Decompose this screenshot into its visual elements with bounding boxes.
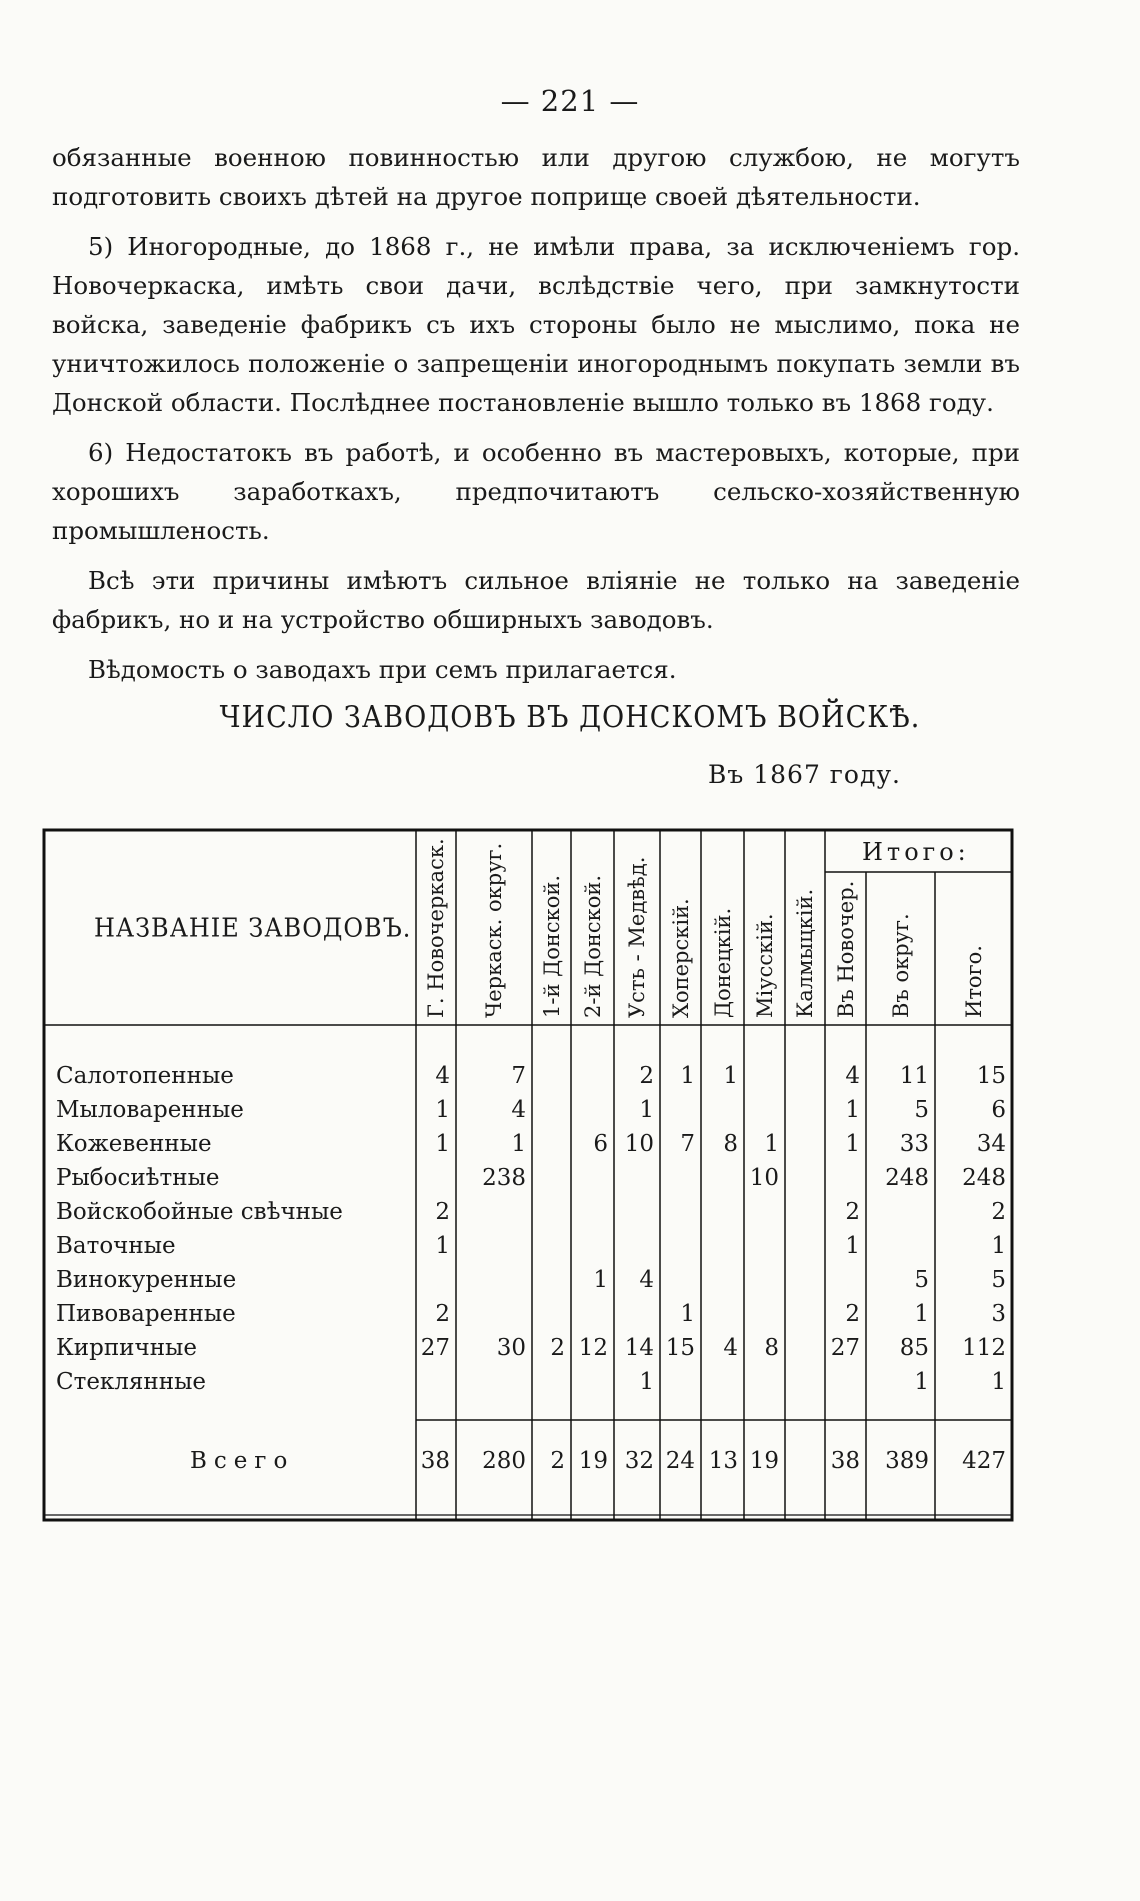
table-cell: 1: [435, 1131, 450, 1157]
column-header: Хоперскій.: [668, 898, 693, 1018]
table-cell: 1: [639, 1369, 654, 1395]
table-cell: 34: [976, 1131, 1006, 1157]
table-cell: 19: [578, 1448, 608, 1474]
column-header: Усть - Медвѣд.: [625, 856, 649, 1018]
table-cell: 1: [511, 1131, 526, 1157]
table-cell: 13: [708, 1448, 738, 1474]
column-header: Міусскій.: [752, 913, 777, 1018]
table-year: Въ 1867 году.: [708, 760, 901, 789]
table-cell: 1: [639, 1097, 654, 1123]
table-cell: 6: [593, 1131, 608, 1157]
table-cell: 7: [680, 1131, 695, 1157]
table-title: ЧИСЛО ЗАВОДОВЪ ВЪ ДОНСКОМЪ ВОЙСКѢ.: [219, 700, 921, 735]
table-cell: 7: [511, 1063, 526, 1089]
table-cell: 1: [435, 1097, 450, 1123]
table-cell: 15: [976, 1063, 1006, 1089]
table-cell: 10: [624, 1131, 654, 1157]
table-cell: 1: [914, 1301, 929, 1327]
table-cell: 4: [435, 1063, 450, 1089]
table-cell: 3: [991, 1301, 1006, 1327]
table-cell: 5: [991, 1267, 1006, 1293]
paragraph-1: обязанные военною повинностью или другою службою, не могутъ подготовить своихъ дѣтей на другое поприще своей дѣятельности.: [52, 143, 1020, 211]
table-cell: 11: [899, 1063, 929, 1089]
table-cell: 2: [639, 1063, 654, 1089]
column-header: 1-й Донской.: [539, 874, 564, 1018]
table-cell: 1: [764, 1131, 779, 1157]
name-column-header: НАЗВАНІЕ ЗАВОДОВЪ.: [94, 912, 412, 944]
table-cell: 427: [962, 1448, 1006, 1474]
row-name: Ваточные: [56, 1233, 176, 1259]
page-number: — 221 —: [500, 84, 640, 118]
table-cell: 4: [511, 1097, 526, 1123]
table-cell: 1: [845, 1233, 860, 1259]
row-name: Кирпичные: [56, 1335, 197, 1361]
table-cell: 4: [845, 1063, 860, 1089]
table-cell: 1: [845, 1131, 860, 1157]
table-cell: 1: [435, 1233, 450, 1259]
column-header: Въ Новочер.: [833, 880, 858, 1018]
paragraph-4: Всѣ эти причины имѣютъ сильное вліяніе не только на заведеніе фабрикъ, но и на устройство обширныхъ заводовъ.: [52, 566, 1020, 634]
row-name: Войскобойные свѣчные: [56, 1199, 343, 1225]
table-cell: 2: [845, 1301, 860, 1327]
table-cell: 1: [723, 1063, 738, 1089]
column-header: Г. Новочеркаск.: [424, 838, 448, 1018]
table-cell: 1: [914, 1369, 929, 1395]
table-cell: 12: [578, 1335, 608, 1361]
table-cell: 15: [665, 1335, 695, 1361]
row-name: Стеклянные: [56, 1369, 207, 1395]
table-cell: 5: [914, 1267, 929, 1293]
table-cell: 2: [550, 1335, 565, 1361]
table-cell: 1: [593, 1267, 608, 1293]
row-name: Пивоваренные: [56, 1301, 236, 1327]
table-cell: 238: [482, 1165, 526, 1191]
table-cell: 389: [885, 1448, 929, 1474]
row-name: Винокуренные: [56, 1267, 237, 1293]
row-name: Мыловаренные: [56, 1097, 244, 1123]
table-cell: 4: [639, 1267, 654, 1293]
table-cell: 32: [624, 1448, 654, 1474]
table-cell: 10: [749, 1165, 779, 1191]
table-cell: 1: [680, 1063, 695, 1089]
table-cell: 2: [550, 1448, 565, 1474]
total-label: Всего: [190, 1448, 295, 1474]
table-cell: 8: [764, 1335, 779, 1361]
paragraph-5: Вѣдомость о заводахъ при семъ прилагается.: [88, 655, 677, 684]
column-header: Итого.: [961, 945, 986, 1018]
table-cell: 8: [723, 1131, 738, 1157]
table-cell: 30: [496, 1335, 526, 1361]
table-cell: 14: [624, 1335, 654, 1361]
table-cell: 248: [885, 1165, 929, 1191]
table-cell: 24: [665, 1448, 695, 1474]
table-cell: 38: [830, 1448, 860, 1474]
table-cell: 248: [962, 1165, 1006, 1191]
column-header: Донецкій.: [710, 907, 735, 1018]
table-cell: 5: [914, 1097, 929, 1123]
table-cell: 85: [899, 1335, 929, 1361]
table-cell: 2: [435, 1199, 450, 1225]
row-name: Салотопенные: [56, 1063, 234, 1089]
column-header: Калмыцкій.: [793, 888, 817, 1018]
table-cell: 2: [845, 1199, 860, 1225]
column-header: Въ округ.: [888, 913, 913, 1018]
paragraph-2: 5) Иногородные, до 1868 г., не имѣли права, за исключеніемъ гор. Новочеркаска, имѣть свои дачи, вслѣдствіе чего, при замкнутости войска, заведеніе фабрикъ съ ихъ стороны было не мыслимо, пока не уничтожилось положеніе о запрещеніи иногороднымъ покупать земли въ Донской области. Послѣднее постановленіе вышло только въ 1868 году.: [52, 232, 1020, 417]
table-cell: 2: [991, 1199, 1006, 1225]
group-header-itogo: Итого:: [862, 838, 970, 866]
column-header: 2-й Донской.: [580, 874, 605, 1018]
table-cell: 33: [899, 1131, 929, 1157]
row-name: Кожевенные: [56, 1131, 212, 1157]
table-cell: 1: [991, 1369, 1006, 1395]
table-cell: 2: [435, 1301, 450, 1327]
table-cell: 1: [845, 1097, 860, 1123]
table-cell: 4: [723, 1335, 738, 1361]
table-cell: 1: [991, 1233, 1006, 1259]
table-cell: 112: [962, 1335, 1006, 1361]
column-header: Черкаск. округ.: [482, 842, 506, 1018]
table-cell: 27: [830, 1335, 860, 1361]
table-cell: 27: [420, 1335, 450, 1361]
row-name: Рыбосиѣтные: [56, 1165, 220, 1191]
table-cell: 1: [680, 1301, 695, 1327]
table-cell: 6: [991, 1097, 1006, 1123]
paragraph-3: 6) Недостатокъ въ работѣ, и особенно въ мастеровыхъ, которые, при хорошихъ заработкахъ, предпочитаютъ сельско-хозяйственную промышленость.: [52, 438, 1020, 545]
table-cell: 19: [749, 1448, 779, 1474]
table-cell: 38: [420, 1448, 450, 1474]
table-cell: 280: [482, 1448, 526, 1474]
